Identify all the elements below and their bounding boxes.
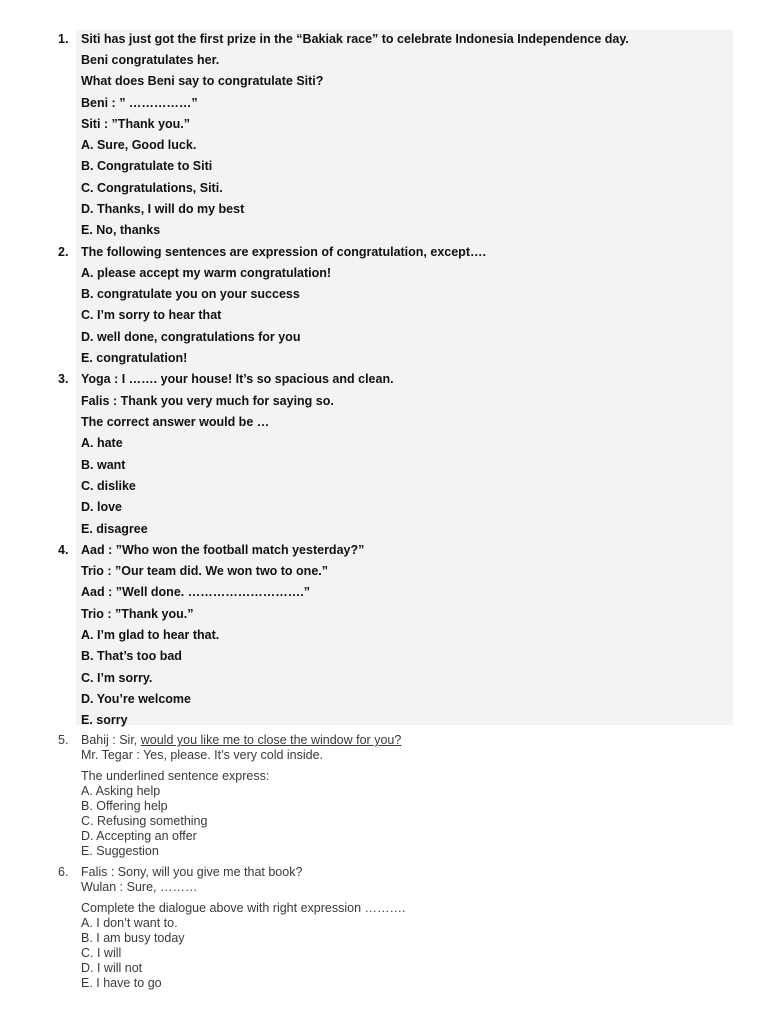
question-6-option: D. I will not <box>81 961 143 975</box>
question-4-option: C. I’m sorry. <box>81 671 153 685</box>
question-1-line: Siti : ”Thank you.” <box>81 117 191 131</box>
question-1-option: A. Sure, Good luck. <box>81 138 197 152</box>
question-3-line: Yoga : I ……. your house! It’s so spacious and clean. <box>81 372 394 386</box>
question-1-option: D. Thanks, I will do my best <box>81 202 245 216</box>
question-5-option: E. Suggestion <box>81 844 159 858</box>
question-4-line: Aad : ”Well done. ……………………….” <box>81 585 310 599</box>
question-1-option: B. Congratulate to Siti <box>81 159 213 173</box>
question-3-line: Falis : Thank you very much for saying so. <box>81 394 334 408</box>
question-2-option: D. well done, congratulations for you <box>81 330 301 344</box>
question-5-option: B. Offering help <box>81 799 168 813</box>
question-3-option: A. hate <box>81 436 123 450</box>
question-5-option: D. Accepting an offer <box>81 829 197 843</box>
question-6-line: Complete the dialogue above with right expression ………. <box>81 901 406 915</box>
question-6-number: 6. <box>58 865 69 879</box>
question-6-line: Wulan : Sure, ……… <box>81 880 198 894</box>
question-3-number: 3. <box>58 372 69 386</box>
question-4-number: 4. <box>58 543 69 557</box>
question-1-line: Siti has just got the first prize in the “Bakiak race” to celebrate Indonesia Independence day. <box>81 32 629 46</box>
question-4-line: Trio : ”Our team did. We won two to one.” <box>81 564 328 578</box>
question-2-option: B. congratulate you on your success <box>81 287 300 301</box>
question-3-option: D. love <box>81 500 122 514</box>
question-5-line: The underlined sentence express: <box>81 769 270 783</box>
question-1-line: Beni : ” ……………” <box>81 96 198 110</box>
question-4-option: D. You’re welcome <box>81 692 191 706</box>
question-3-line: The correct answer would be … <box>81 415 270 429</box>
question-5-prefix: Bahij : Sir, <box>81 733 141 747</box>
question-4-option: A. I’m glad to hear that. <box>81 628 220 642</box>
question-3-option: B. want <box>81 458 126 472</box>
question-2-option: C. I’m sorry to hear that <box>81 308 222 322</box>
question-6-option: E. I have to go <box>81 976 162 990</box>
question-1-line: Beni congratulates her. <box>81 53 220 67</box>
question-6-option: C. I will <box>81 946 122 960</box>
question-1-number: 1. <box>58 32 69 46</box>
question-5-first-line <box>81 733 401 748</box>
question-2-option: A. please accept my warm congratulation! <box>81 266 332 280</box>
question-6-line: Falis : Sony, will you give me that book? <box>81 865 303 879</box>
question-2-line: The following sentences are expression of congratulation, except…. <box>81 245 486 259</box>
question-5-line: Mr. Tegar : Yes, please. It’s very cold inside. <box>81 748 324 762</box>
question-5-underlined-sentence: would you like me to close the window for you? <box>140 733 402 747</box>
question-2-number: 2. <box>58 245 69 259</box>
question-5-option: C. Refusing something <box>81 814 208 828</box>
question-4-option: B. That’s too bad <box>81 649 182 663</box>
question-3-option: E. disagree <box>81 522 148 536</box>
question-4-line: Aad : ”Who won the football match yesterday?” <box>81 543 365 557</box>
question-4-line: Trio : ”Thank you.” <box>81 607 194 621</box>
question-4-option: E. sorry <box>81 713 128 727</box>
question-1-option: E. No, thanks <box>81 223 161 237</box>
question-1-option: C. Congratulations, Siti. <box>81 181 223 195</box>
question-3-option: C. dislike <box>81 479 136 493</box>
question-6-option: B. I am busy today <box>81 931 185 945</box>
question-1-line: What does Beni say to congratulate Siti? <box>81 74 324 88</box>
question-2-option: E. congratulation! <box>81 351 188 365</box>
question-5-option: A. Asking help <box>81 784 161 798</box>
question-6-option: A. I don’t want to. <box>81 916 178 930</box>
question-5-number: 5. <box>58 733 69 747</box>
